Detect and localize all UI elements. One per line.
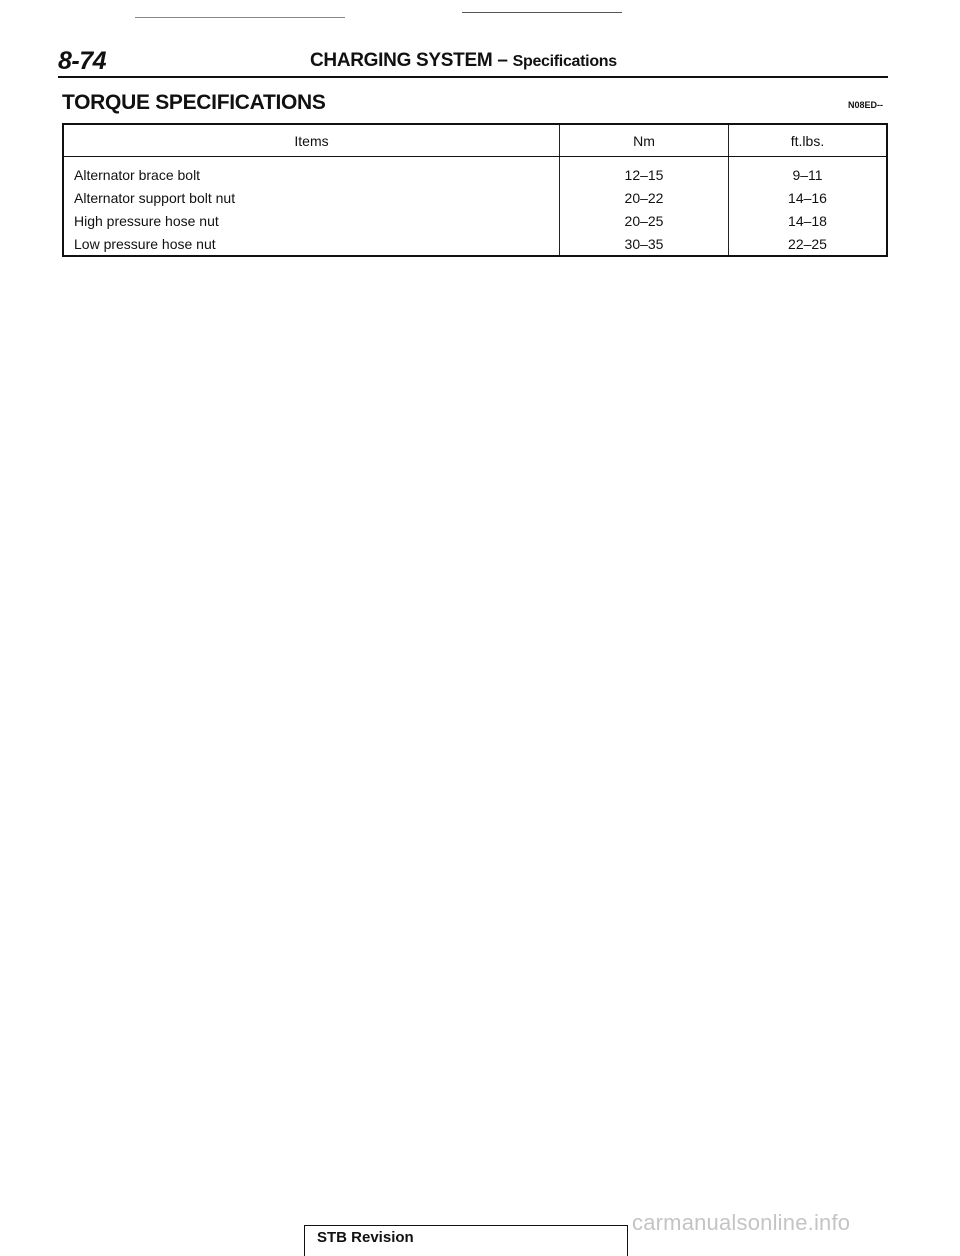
column-header-nm: Nm — [560, 124, 729, 157]
table-row — [63, 186, 887, 209]
ftlbs-cell: 14–18 — [788, 212, 827, 229]
page-header — [58, 47, 888, 79]
top-scan-rule-right — [462, 12, 622, 13]
page-number: 8-74 — [58, 47, 107, 75]
table-row — [63, 209, 887, 232]
column-header-items: Items — [63, 124, 560, 157]
torque-specifications-table — [62, 123, 888, 257]
table-row — [63, 157, 887, 187]
item-cell: Alternator brace bolt — [63, 157, 560, 187]
section-name: CHARGING SYSTEM — [310, 50, 493, 71]
torque-specifications-title: TORQUE SPECIFICATIONS — [62, 91, 326, 114]
reference-code: N08ED-- — [848, 100, 884, 110]
nm-cell: 12–15 — [560, 157, 729, 187]
nm-cell: 20–22 — [560, 186, 729, 209]
header-rule — [58, 76, 888, 78]
section-title — [310, 50, 617, 72]
table-row — [63, 232, 887, 256]
subsection-name: Specifications — [512, 53, 617, 70]
nm-cell: 20–25 — [560, 209, 729, 232]
item-cell: Low pressure hose nut — [63, 232, 560, 256]
item-cell: High pressure hose nut — [63, 209, 560, 232]
ftlbs-cell: 22–25 — [788, 235, 827, 252]
table-header-row — [63, 124, 887, 157]
watermark: carmanualsonline.info — [632, 1210, 851, 1235]
revision-footer — [304, 1225, 628, 1256]
top-scan-rule-left — [135, 17, 345, 18]
section-separator: – — [492, 50, 513, 71]
ftlbs-cell: 9–11 — [792, 166, 823, 183]
revision-label: STB Revision — [317, 1229, 414, 1246]
item-cell: Alternator support bolt nut — [63, 186, 560, 209]
ftlbs-cell: 14–16 — [788, 189, 827, 206]
column-header-ftlbs: ft.lbs. — [729, 124, 888, 157]
nm-cell: 30–35 — [560, 232, 729, 256]
